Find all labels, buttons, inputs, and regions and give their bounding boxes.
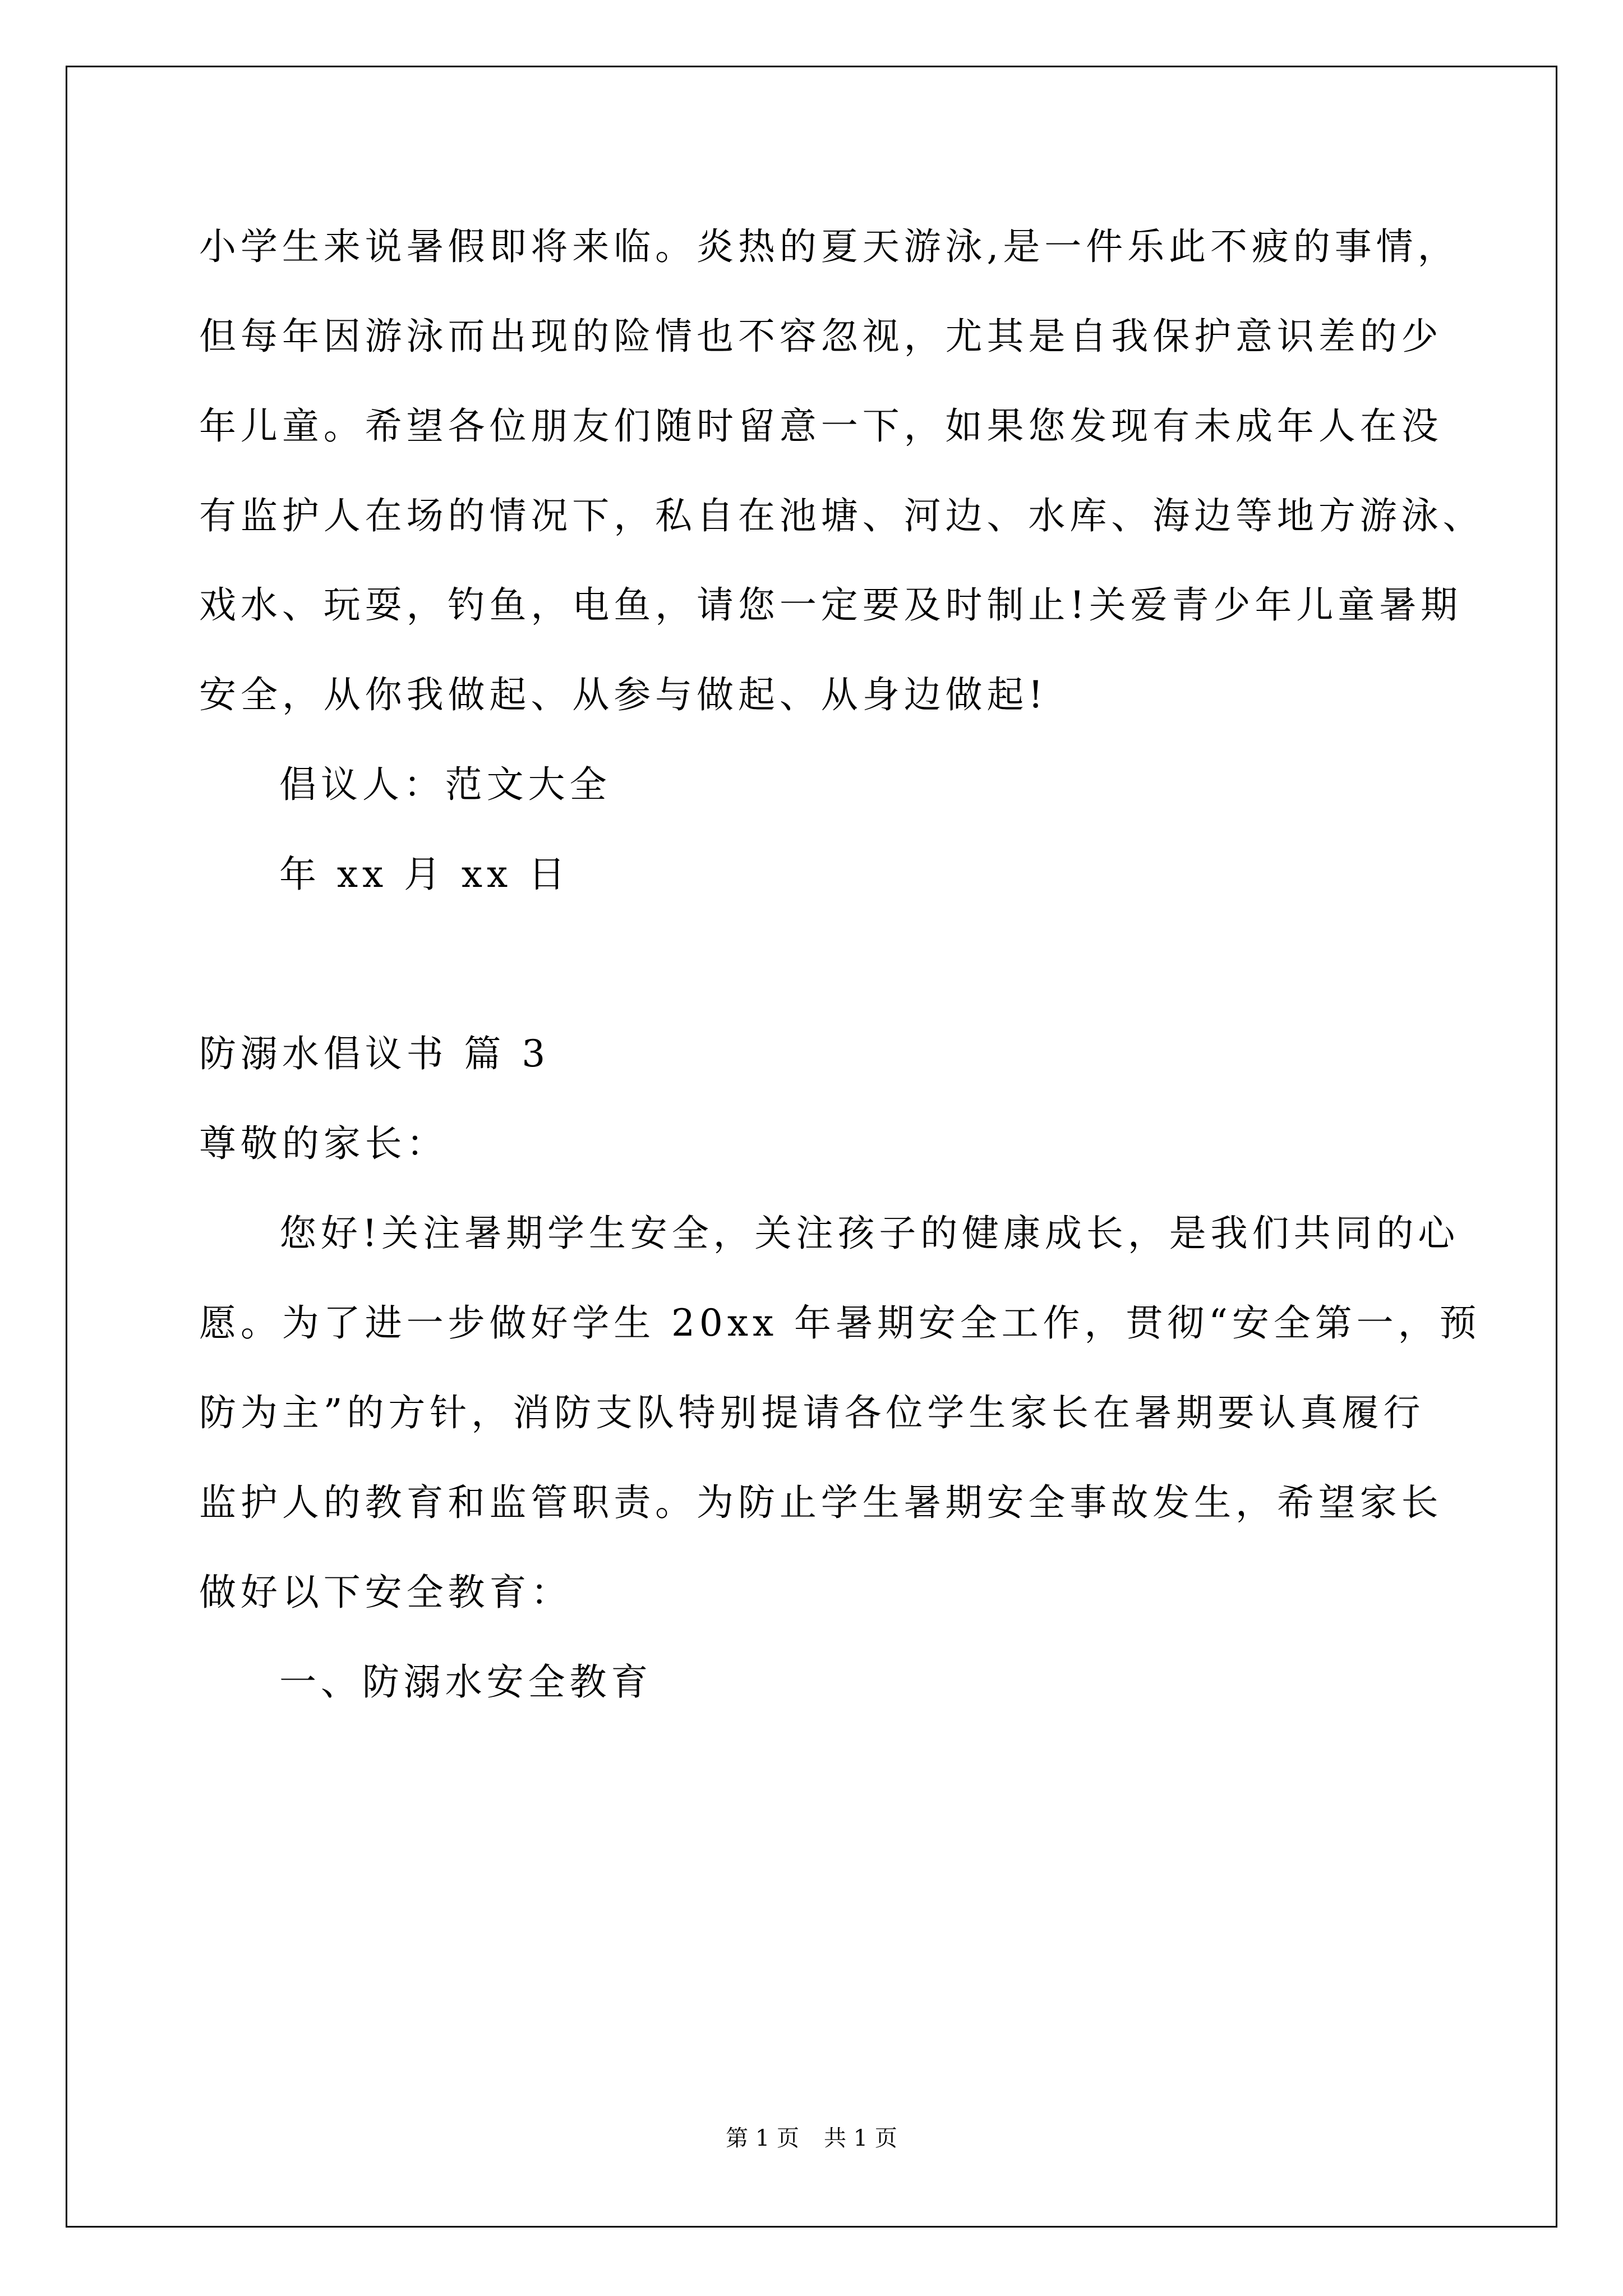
- paragraph-line-4: 监护人的教育和监管职责。为防止学生暑期安全事故发生，希望家长: [199, 1481, 1443, 1524]
- section-title: 防溺水倡议书 篇 3: [199, 1032, 550, 1075]
- paragraph-line-1: 您好!关注暑期学生安全，关注孩子的健康成长，是我们共同的心: [279, 1212, 1460, 1255]
- page-footer: [0, 2127, 1623, 2150]
- body-line-6: 安全，从你我做起、从参与做起、从身边做起!: [199, 673, 1048, 716]
- body-line-4: 有监护人在场的情况下，私自在池塘、河边、水库、海边等地方游泳、: [199, 494, 1484, 537]
- proposer-line: 倡议人：范文大全: [279, 763, 611, 806]
- date-line: 年 xx 月 xx 日: [279, 853, 570, 896]
- paragraph-line-5: 做好以下安全教育：: [199, 1571, 573, 1614]
- paragraph-line-2: 愿。为了进一步做好学生 20xx 年暑期安全工作，贯彻“安全第一，预: [199, 1301, 1481, 1345]
- body-line-1: 小学生来说暑假即将来临。炎热的夏天游泳,是一件乐此不疲的事情，: [199, 225, 1459, 268]
- subheading: 一、防溺水安全教育: [279, 1660, 653, 1704]
- paragraph-line-3: 防为主”的方针，消防支队特别提请各位学生家长在暑期要认真履行: [199, 1391, 1425, 1434]
- page-number: 第 1 页: [726, 2125, 799, 2151]
- page-total: 共 1 页: [824, 2125, 897, 2151]
- body-line-5: 戏水、玩耍，钓鱼，电鱼，请您一定要及时制止!关爱青少年儿童暑期: [199, 583, 1463, 627]
- salutation: 尊敬的家长：: [199, 1122, 448, 1165]
- body-line-3: 年儿童。希望各位朋友们随时留意一下，如果您发现有未成年人在没: [199, 404, 1443, 448]
- body-line-2: 但每年因游泳而出现的险情也不容忽视，尤其是自我保护意识差的少: [199, 315, 1443, 358]
